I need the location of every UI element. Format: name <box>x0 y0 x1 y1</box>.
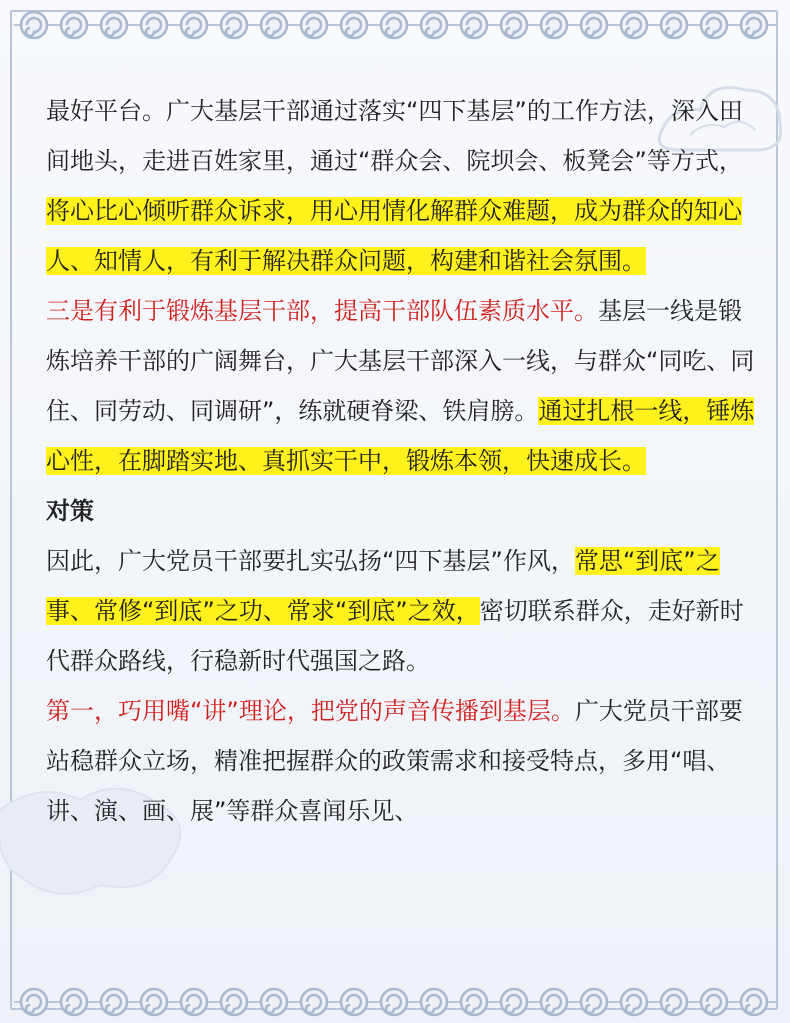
paragraph <box>46 686 758 836</box>
article-body <box>46 86 758 836</box>
wave-swirl <box>221 989 247 1015</box>
body-text: 最好平台。广大基层干部通过落实“四下基层”的工作方法，深入田间地头，走进百姓家里，通过“群众会、院坝会、板凳会”等方式， <box>46 97 743 175</box>
wave-swirl <box>101 989 127 1015</box>
wave-swirl <box>261 989 287 1015</box>
wave-swirl <box>661 12 687 38</box>
wave-swirl <box>221 12 247 38</box>
wave-swirl <box>61 989 87 1015</box>
red-heading-text: 第一，巧用嘴“讲”理论，把党的声音传播到基层。 <box>46 697 575 725</box>
wave-swirl <box>141 989 167 1015</box>
paragraph <box>46 536 758 686</box>
highlighted-text: 将心比心倾听群众诉求，用心用情化解群众难题，成为群众的知心人、知情人，有利于解决群众问题，构建和谐社会氛围。 <box>46 197 742 275</box>
wave-swirl <box>421 12 447 38</box>
body-text: 基层一线是锻炼培养干部的广阔舞台，广大基层干部深入一线，与群众“同吃、同住、同劳动、同调研”，练就硬脊梁、铁肩膀。 <box>46 297 755 425</box>
wave-swirl <box>621 12 647 38</box>
wave-swirl <box>741 12 767 38</box>
body-text: 因此，广大党员干部要扎实弘扬“四下基层”作风， <box>46 547 575 575</box>
wave-swirl <box>501 12 527 38</box>
wave-swirl <box>61 12 87 38</box>
wave-swirl <box>381 989 407 1015</box>
wave-swirl <box>621 989 647 1015</box>
wave-swirl <box>301 989 327 1015</box>
section-heading: 对策 <box>46 497 94 525</box>
wave-swirl <box>661 989 687 1015</box>
wave-swirl <box>581 989 607 1015</box>
body-text: 密切联系群众，走好新时代群众路线，行稳新时代强国之路。 <box>46 597 744 675</box>
wave-swirl <box>381 12 407 38</box>
wave-swirl <box>21 989 47 1015</box>
wave-swirl <box>301 12 327 38</box>
wave-swirl <box>181 12 207 38</box>
paragraph <box>46 86 758 286</box>
highlighted-text: 通过扎根一线，锤炼心性，在脚踏实地、真抓实干中，锻炼本领，快速成长。 <box>46 397 755 475</box>
body-text: 广大党员干部要站稳群众立场，精准把握群众的政策需求和接受特点，多用“唱、讲、演、画、展”等群众喜闻乐见、 <box>46 697 743 825</box>
red-heading-text: 三是有利于锻炼基层干部，提高干部队伍素质水平。 <box>46 297 598 325</box>
highlighted-text: 常思“到底”之事、常修“到底”之功、常求“到底”之效， <box>46 547 720 625</box>
paragraph <box>46 286 758 486</box>
wave-swirl <box>341 12 367 38</box>
paragraph <box>46 486 758 536</box>
wave-swirl <box>581 12 607 38</box>
bottom-wave-border <box>14 985 776 1019</box>
wave-swirl <box>181 989 207 1015</box>
wave-swirl <box>421 989 447 1015</box>
wave-swirl <box>141 12 167 38</box>
wave-swirl <box>741 989 767 1015</box>
wave-swirl <box>461 12 487 38</box>
wave-swirl <box>501 989 527 1015</box>
wave-swirl <box>341 989 367 1015</box>
wave-swirl <box>261 12 287 38</box>
wave-swirl <box>461 989 487 1015</box>
wave-swirl <box>101 12 127 38</box>
top-wave-border <box>14 8 776 42</box>
wave-swirl <box>21 12 47 38</box>
wave-swirl <box>701 12 727 38</box>
wave-swirl <box>701 989 727 1015</box>
wave-swirl <box>541 12 567 38</box>
wave-swirl <box>541 989 567 1015</box>
